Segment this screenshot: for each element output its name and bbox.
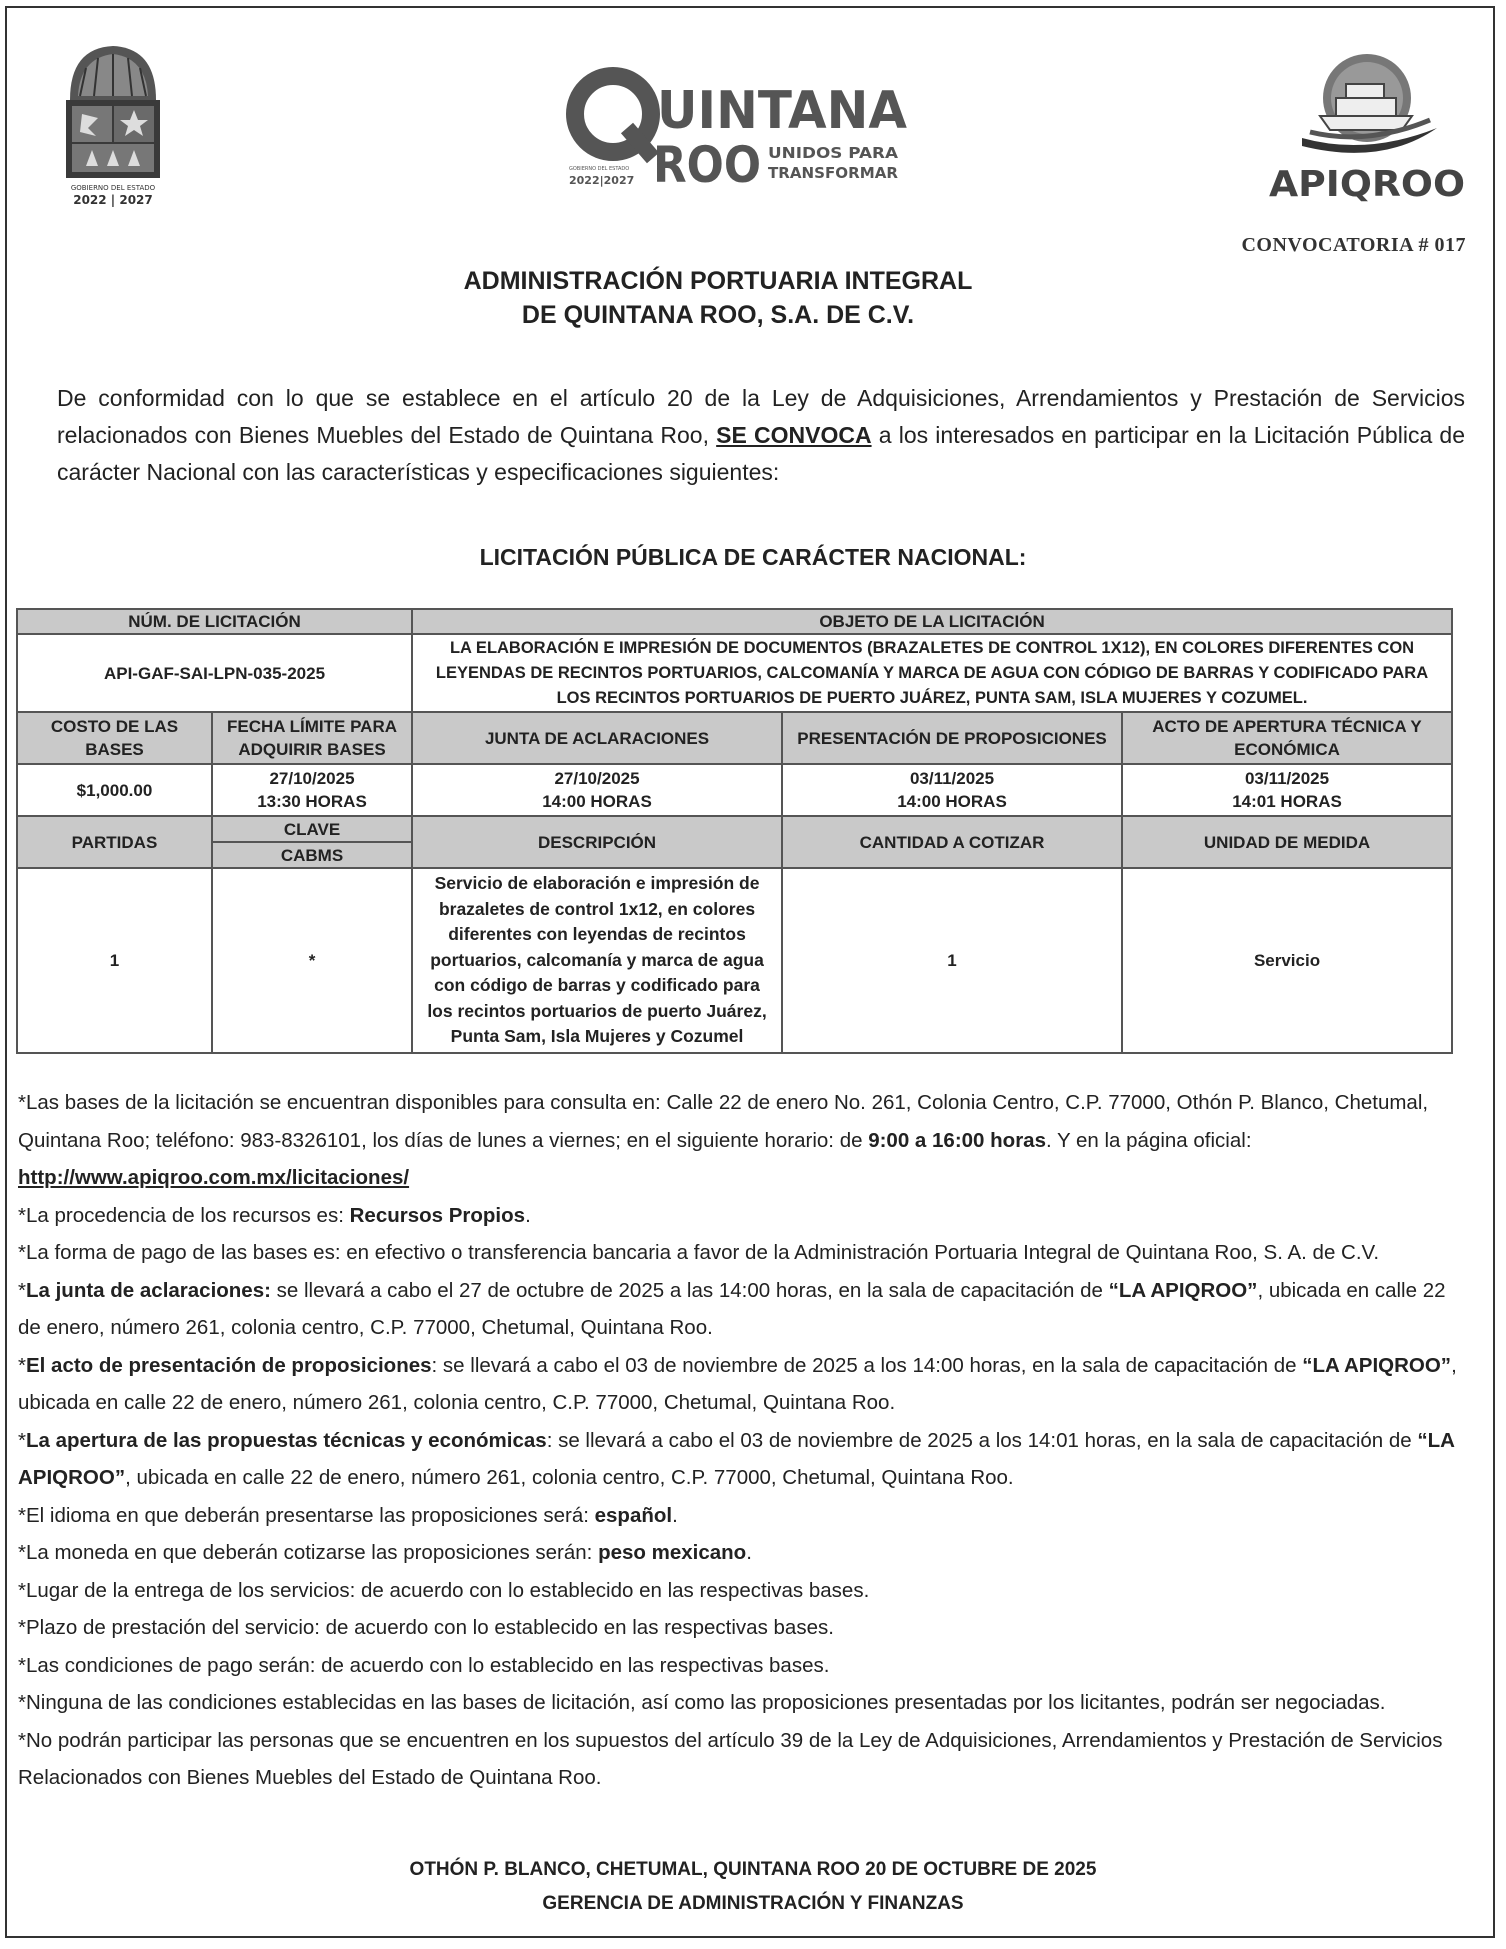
organization-line-2: DE QUINTANA ROO, S.A. DE C.V. xyxy=(521,301,915,329)
header-descripcion: DESCRIPCIÓN xyxy=(412,816,782,868)
footer-department: GERENCIA DE ADMINISTRACIÓN Y FINANZAS xyxy=(542,1893,964,1914)
fecha-limite-time: 13:30 HORAS xyxy=(257,792,367,811)
note-condiciones-pago: *Las condiciones de pago serán: de acuerdo con lo establecido en las respectivas bases. xyxy=(18,1653,830,1677)
costo-bases-value: $1,000.00 xyxy=(17,764,212,816)
header-apertura: ACTO DE APERTURA TÉCNICA Y ECONÓMICA xyxy=(1122,712,1452,764)
header-cabms: CABMS xyxy=(212,842,412,868)
note-junta-star: * xyxy=(18,1278,26,1302)
note-presentacion-bold: El acto de presentación de proposiciones xyxy=(25,1353,432,1377)
note-apertura-text: : se llevará a cabo el 03 de noviembre de 2025 a los 14:01 horas, en la sala de capacitación de xyxy=(546,1428,1418,1452)
note-idioma-text: *El idioma en que deberán presentarse las proposiciones será: xyxy=(18,1503,595,1527)
header-unidad: UNIDAD DE MEDIDA xyxy=(1122,816,1452,868)
note-idioma-end: . xyxy=(672,1503,678,1527)
presentacion-date: 03/11/2025 xyxy=(909,769,995,788)
note-recursos-text: *La procedencia de los recursos es: xyxy=(18,1203,350,1227)
apertura-time: 14:01 HORAS xyxy=(1232,792,1342,811)
header-num-licitacion: NÚM. DE LICITACIÓN xyxy=(17,609,412,634)
note-junta-bold: La junta de aclaraciones: xyxy=(25,1278,271,1302)
footer-place-date: OTHÓN P. BLANCO, CHETUMAL, QUINTANA ROO 20 DE OCTUBRE DE 2025 xyxy=(409,1859,1097,1880)
logo-left-text-1: GOBIERNO DEL ESTADO xyxy=(70,184,156,192)
apiqroo-logo xyxy=(1262,46,1472,206)
note-bases-text-2: . Y en la página oficial: xyxy=(1045,1128,1252,1152)
apertura-value xyxy=(1122,764,1452,816)
note-presentacion-apiqroo: “LA APIQROO” xyxy=(1302,1353,1452,1377)
note-bases xyxy=(18,1084,1468,1197)
note-apertura-bold: La apertura de las propuestas técnicas y económicas xyxy=(25,1428,547,1452)
partida-value: 1 xyxy=(17,868,212,1053)
note-moneda xyxy=(18,1534,1468,1572)
note-recursos-bold: Recursos Propios xyxy=(349,1203,526,1227)
unidad-value: Servicio xyxy=(1122,868,1452,1053)
notes-section xyxy=(18,1084,1468,1797)
apiqroo-logo-text: APIQROO xyxy=(1269,164,1465,205)
presentacion-time: 14:00 HORAS xyxy=(897,792,1007,811)
note-restricciones: *No podrán participar las personas que se encuentren en los supuestos del artículo 39 de la Ley de Adquisiciones, Arrendamientos y Prestación de Servicios Relacionados con Bienes Muebles del Estado de Quintana Roo. xyxy=(18,1728,1443,1789)
note-negociacion: *Ninguna de las condiciones establecidas en las bases de licitación, así como las proposiciones presentadas por los licitantes, podrán ser negociadas. xyxy=(18,1691,1386,1714)
junta-value xyxy=(412,764,782,816)
note-apertura xyxy=(18,1422,1468,1497)
note-presentacion-star: * xyxy=(18,1353,26,1377)
header-cantidad: CANTIDAD A COTIZAR xyxy=(782,816,1122,868)
header-junta-aclaraciones: JUNTA DE ACLARACIONES xyxy=(412,712,782,764)
logo-years: 2022|2027 xyxy=(569,174,635,187)
logo-govt-small: GOBIERNO DEL ESTADO xyxy=(569,166,630,172)
header-costo-bases: COSTO DE LAS BASES xyxy=(17,712,212,764)
descripcion-value: Servicio de elaboración e impresión de brazaletes de control 1x12, en colores diferentes con leyendas de recintos portuarios, calcomanía y marca de agua con código de barras y codificado para los recintos portuarios de puerto Juárez, Punta Sam, Isla Mujeres y Cozumel xyxy=(412,868,782,1053)
intro-text-2: a los interesados en participar en la Licitación Pública de carácter Nacional con las características y especificaciones siguientes: xyxy=(57,422,1465,485)
note-presentacion-text-2: , ubicada en calle 22 de enero, número 261, colonia centro, C.P. 77000, Chetumal, Quintana Roo. xyxy=(18,1353,1457,1414)
licitacion-title: LICITACIÓN PÚBLICA DE CARÁCTER NACIONAL: xyxy=(479,544,1027,570)
organization-line-1: ADMINISTRACIÓN PORTUARIA INTEGRAL xyxy=(463,267,973,295)
fecha-limite-date: 27/10/2025 xyxy=(269,769,355,788)
clave-value: * xyxy=(212,868,412,1053)
note-presentacion-text: : se llevará a cabo el 03 de noviembre de 2025 a los 14:00 horas, en la sala de capacitación de xyxy=(431,1353,1303,1377)
note-idioma-bold: español xyxy=(594,1503,673,1527)
note-junta xyxy=(18,1272,1468,1347)
header-clave: CLAVE xyxy=(212,816,412,842)
convocatoria-number: CONVOCATORIA # 017 xyxy=(1241,234,1466,256)
note-moneda-bold: peso mexicano xyxy=(598,1541,747,1564)
fecha-limite-value xyxy=(212,764,412,816)
intro-paragraph xyxy=(57,380,1465,491)
junta-time: 14:00 HORAS xyxy=(542,792,652,811)
header-fecha-limite: FECHA LÍMITE PARA ADQUIRIR BASES xyxy=(212,712,412,764)
note-presentacion xyxy=(18,1347,1468,1422)
intro-text-1: De conformidad con lo que se establece en el artículo 20 de la Ley de Adquisiciones, Arrendamientos y Prestación de Servicios relacionados con Bienes Muebles del Estado de Quintana Roo, xyxy=(57,385,1465,448)
note-recursos xyxy=(18,1197,1468,1235)
presentacion-value xyxy=(782,764,1122,816)
note-lugar-entrega: *Lugar de la entrega de los servicios: de acuerdo con lo establecido en las respectivas bases. xyxy=(18,1578,870,1602)
note-bases-text: *Las bases de la licitación se encuentran disponibles para consulta en: Calle 22 de enero No. 261, Colonia Centro, C.P. 77000, Othón P. Blanco, Chetumal, Quintana Roo; teléfono: 983-8326101, los días de lunes a viernes; en el siguiente horario: de xyxy=(18,1091,1429,1152)
note-idioma xyxy=(18,1497,1468,1535)
state-coat-of-arms-logo xyxy=(58,38,168,210)
quintana-roo-logo xyxy=(565,66,915,194)
note-plazo: *Plazo de prestación del servicio: de acuerdo con lo establecido en las respectivas bases. xyxy=(18,1616,834,1639)
organization-title xyxy=(0,264,1506,332)
logo-roo-text: ROO xyxy=(653,136,761,194)
header-objeto: OBJETO DE LA LICITACIÓN xyxy=(412,609,1452,634)
junta-date: 27/10/2025 xyxy=(554,769,640,788)
licitacion-number: API-GAF-SAI-LPN-035-2025 xyxy=(17,634,412,712)
note-moneda-text: *La moneda en que deberán cotizarse las proposiciones serán: xyxy=(18,1541,599,1564)
footer xyxy=(0,1853,1506,1921)
apiqroo-licitaciones-link[interactable]: http://www.apiqroo.com.mx/licitaciones/ xyxy=(18,1166,410,1189)
note-apertura-star: * xyxy=(18,1428,26,1452)
note-moneda-end: . xyxy=(746,1541,752,1564)
intro-se-convoca: SE CONVOCA xyxy=(716,422,872,448)
logo-left-text-2: 2022 | 2027 xyxy=(73,193,153,207)
licitacion-objeto: LA ELABORACIÓN E IMPRESIÓN DE DOCUMENTOS (BRAZALETES DE CONTROL 1X12), EN COLORES DIFERENTES CON LEYENDAS DE RECINTOS PORTUARIOS, CALCOMANÍA Y MARCA DE AGUA CON CÓDIGO DE BARRAS Y CODIFICADO PARA LOS RECINTOS PORTUARIOS DE PUERTO JUÁREZ, PUNTA SAM, ISLA MUJERES Y COZUMEL. xyxy=(412,634,1452,712)
header-partidas: PARTIDAS xyxy=(17,816,212,868)
licitacion-table xyxy=(16,608,1453,1054)
note-junta-text: se llevará a cabo el 27 de octubre de 2025 a las 14:00 horas, en la sala de capacitación de xyxy=(270,1278,1109,1302)
header-presentacion: PRESENTACIÓN DE PROPOSICIONES xyxy=(782,712,1122,764)
note-recursos-end: . xyxy=(525,1203,531,1227)
note-forma-pago: *La forma de pago de las bases es: en efectivo o transferencia bancaria a favor de la Administración Portuaria Integral de Quintana Roo, S. A. de C.V. xyxy=(18,1241,1380,1264)
note-bases-horario: 9:00 a 16:00 horas xyxy=(868,1128,1046,1152)
logo-tagline-1: UNIDOS PARA xyxy=(768,144,899,162)
note-apertura-text-2: , ubicada en calle 22 de enero, número 261, colonia centro, C.P. 77000, Chetumal, Quintana Roo. xyxy=(125,1466,1014,1489)
apertura-date: 03/11/2025 xyxy=(1244,769,1330,788)
note-junta-text-2: , ubicada en calle 22 de enero, número 261, colonia centro, C.P. 77000, Chetumal, Quintana Roo. xyxy=(18,1278,1446,1339)
logo-tagline-2: TRANSFORMAR xyxy=(768,164,899,182)
note-apertura-apiqroo: “LA APIQROO” xyxy=(18,1428,1455,1489)
logo-uintana-text: UINTANA xyxy=(657,81,907,141)
cantidad-value: 1 xyxy=(782,868,1122,1053)
note-junta-apiqroo: “LA APIQROO” xyxy=(1108,1278,1258,1302)
